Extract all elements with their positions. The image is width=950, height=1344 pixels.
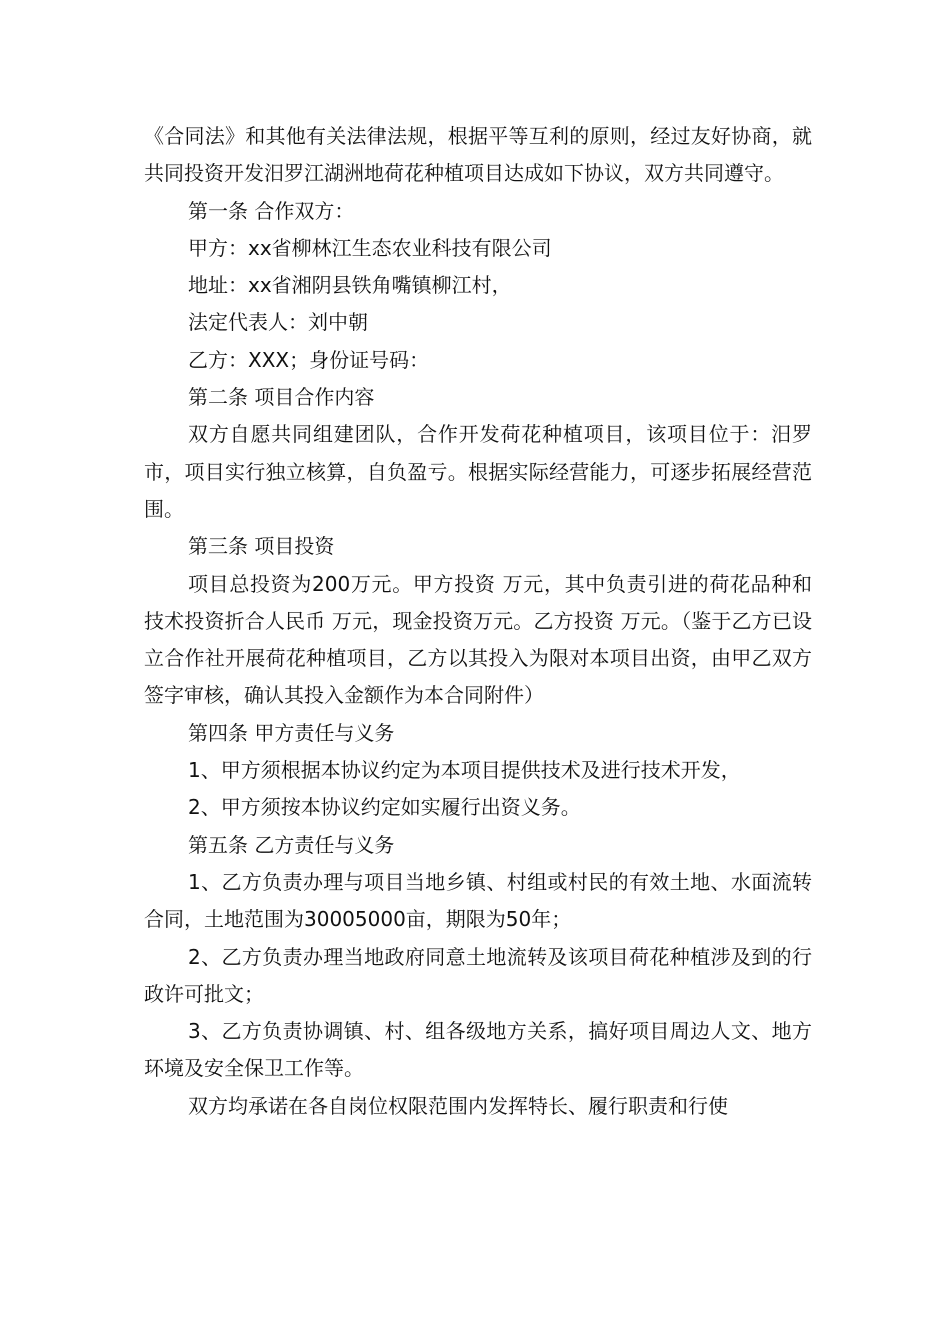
closing-paragraph: 双方均承诺在各自岗位权限范围内发挥特长、履行职责和行使 <box>188 1093 728 1118</box>
article-5-item-3: 3、乙方负责协调镇、村、组各级地方关系，搞好项目周边人文、地方环境及安全保卫工作等。 <box>144 1019 812 1081</box>
article-4-item-2: 2、甲方须按本协议约定如实履行出资义务。 <box>188 795 581 820</box>
article-1-heading: 第一条 合作双方： <box>188 198 355 223</box>
article-5-item-2: 2、乙方负责办理当地政府同意土地流转及该项目荷花种植涉及到的行政许可批文； <box>144 944 812 1006</box>
party-b-line: 乙方：XXX；身份证号码： <box>188 347 430 372</box>
article-5-item-1: 1、乙方负责办理与项目当地乡镇、村组或村民的有效土地、水面流转合同，土地范围为30005000亩，期限为50年； <box>144 869 812 932</box>
article-5-heading: 第五条 乙方责任与义务 <box>188 832 395 857</box>
party-a-address: 地址：xx省湘阴县铁角嘴镇柳江村， <box>188 273 512 298</box>
article-4-heading: 第四条 甲方责任与义务 <box>188 720 395 745</box>
party-a-representative: 法定代表人：刘中朝 <box>188 310 368 335</box>
article-2-heading: 第二条 项目合作内容 <box>188 385 375 410</box>
article-3-heading: 第三条 项目投资 <box>188 534 335 559</box>
article-3-body: 项目总投资为200万元。甲方投资 万元，其中负责引进的荷花品种和技术投资折合人民币 万元，现金投资万元。乙方投资 万元。（鉴于乙方已设立合作社开展荷花种植项目，乙方以其投入为限对本项目出资，由甲乙双方签字审核，确认其投入金额作为本合同附件） <box>144 571 812 708</box>
article-4-item-1: 1、甲方须根据本协议约定为本项目提供技术及进行技术开发， <box>188 758 741 783</box>
paragraph-intro: 《合同法》和其他有关法律法规，根据平等互利的原则，经过友好协商，就共同投资开发汨罗江湖洲地荷花种植项目达成如下协议，双方共同遵守。 <box>144 124 812 186</box>
party-a-line: 甲方：xx省柳林江生态农业科技有限公司 <box>188 235 552 260</box>
article-2-body: 双方自愿共同组建团队，合作开发荷花种植项目，该项目位于：汨罗市，项目实行独立核算，自负盈亏。根据实际经营能力，可逐步拓展经营范围。 <box>144 422 812 521</box>
document-body <box>144 118 812 1125</box>
